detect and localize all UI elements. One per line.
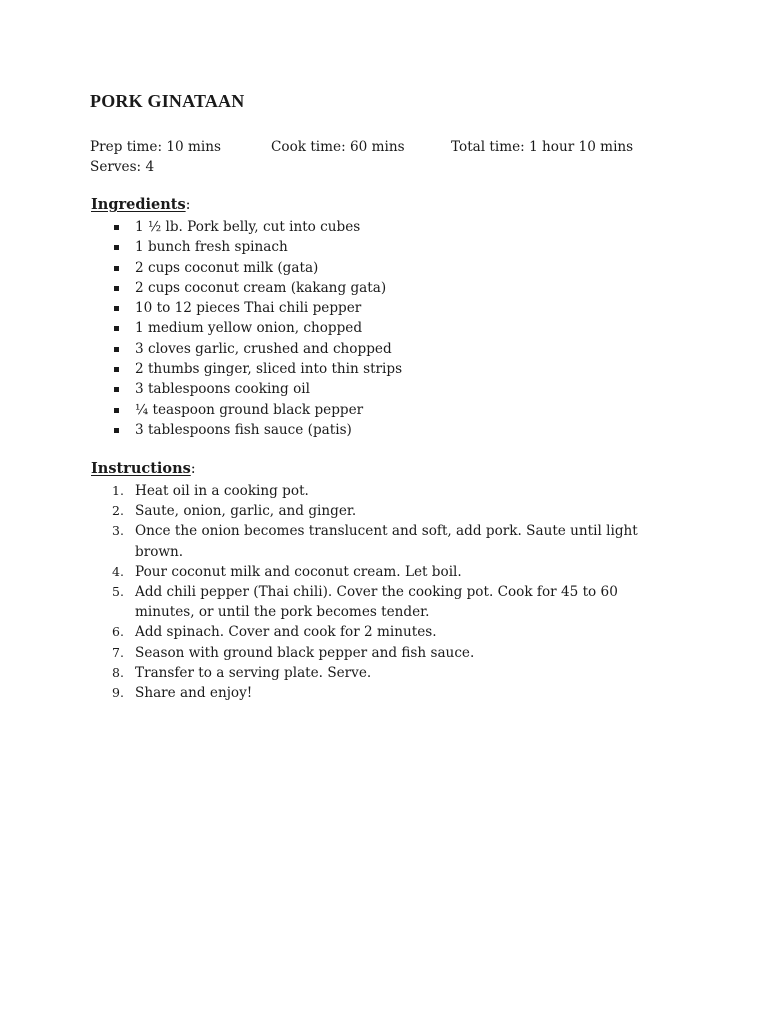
instruction-step [0, 663, 700, 683]
ingredients-list [0, 217, 402, 440]
instructions-heading-colon: : [190, 461, 196, 477]
time-row [90, 137, 710, 157]
step-text: Pour coconut milk and coconut cream. Let boil. [135, 563, 462, 580]
instructions-list [0, 481, 700, 703]
step-text: Add spinach. Cover and cook for 2 minutes. [135, 624, 437, 641]
step-number: 4. [112, 563, 124, 579]
instruction-step [0, 521, 700, 561]
instruction-step [0, 501, 700, 521]
step-text: Heat oil in a cooking pot. [135, 483, 309, 499]
step-number: 9. [112, 685, 124, 701]
list-item: 1 medium yellow onion, chopped [0, 318, 402, 338]
list-item: 10 to 12 pieces Thai chili pepper [0, 298, 402, 318]
list-item: 3 cloves garlic, crushed and chopped [0, 339, 402, 359]
step-number: 6. [112, 624, 124, 640]
serves-row [90, 157, 710, 177]
cook-time: Cook time: 60 mins [271, 139, 405, 155]
step-text: Once the onion becomes translucent and soft, add pork. Saute until light brown. [135, 523, 638, 560]
list-item: 1 bunch fresh spinach [0, 237, 402, 257]
step-number: 2. [112, 503, 124, 519]
step-text: Season with ground black pepper and fish sauce. [135, 644, 475, 661]
step-text: Share and enjoy! [135, 685, 253, 702]
ingredients-heading [91, 196, 191, 213]
step-number: 1. [112, 483, 124, 498]
step-number: 5. [112, 584, 124, 600]
instructions-heading-text: Instructions [91, 460, 191, 477]
serves: Serves: 4 [90, 159, 155, 175]
list-item: 1 ½ lb. Pork belly, cut into cubes [0, 217, 402, 237]
step-number: 3. [112, 523, 124, 539]
instruction-step [0, 481, 700, 501]
list-item: 2 thumbs ginger, sliced into thin strips [0, 359, 402, 379]
instruction-step [0, 643, 700, 663]
list-item: 2 cups coconut cream (kakang gata) [0, 278, 402, 298]
step-number: 7. [112, 644, 124, 660]
recipe-title: PORK GINATAAN [90, 91, 245, 111]
ingredients-heading-text: Ingredients [91, 196, 186, 213]
instruction-step [0, 562, 700, 582]
list-item: 2 cups coconut milk (gata) [0, 258, 402, 278]
instruction-step [0, 582, 700, 622]
ingredients-heading-colon: : [185, 197, 191, 213]
step-text: Transfer to a serving plate. Serve. [135, 664, 372, 681]
recipe-meta [90, 137, 710, 177]
list-item: ¼ teaspoon ground black pepper [0, 400, 402, 420]
step-text: Saute, onion, garlic, and ginger. [135, 503, 357, 520]
step-number: 8. [112, 664, 124, 680]
prep-time: Prep time: 10 mins [90, 139, 221, 155]
instruction-step [0, 683, 700, 703]
total-time: Total time: 1 hour 10 mins [451, 139, 634, 155]
list-item: 3 tablespoons fish sauce (patis) [0, 420, 402, 440]
step-text: Add chili pepper (Thai chili). Cover the cooking pot. Cook for 45 to 60 minutes, or until the pork becomes tender. [135, 584, 618, 621]
list-item: 3 tablespoons cooking oil [0, 379, 402, 399]
instructions-heading [91, 460, 196, 477]
instruction-step [0, 622, 700, 642]
